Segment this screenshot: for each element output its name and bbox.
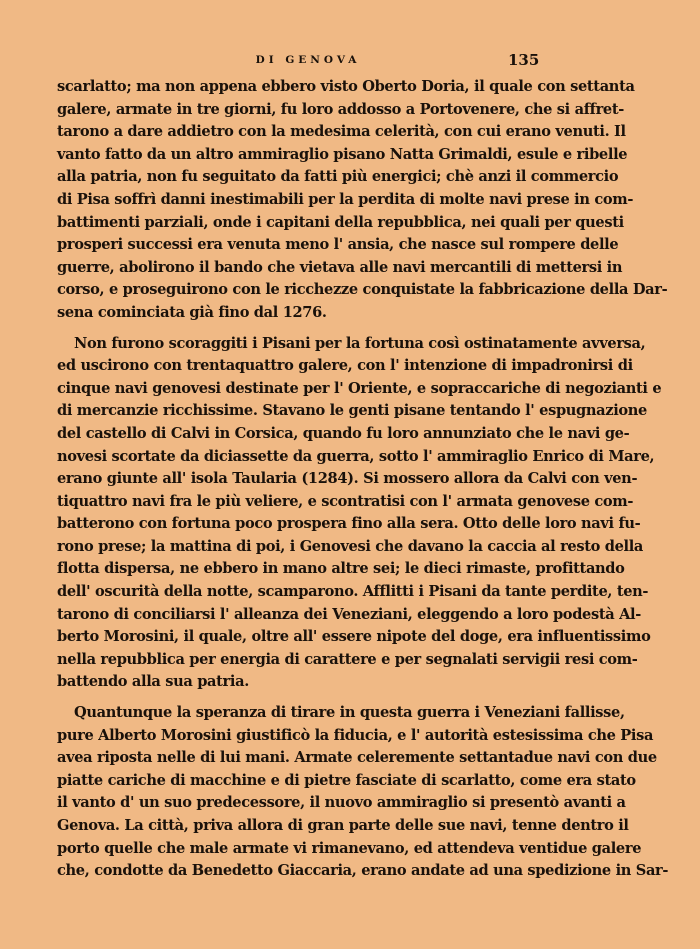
paragraph — [57, 76, 668, 325]
text-line: berto Morosini, il quale, oltre all' essere nipote del doge, era influentissimo — [57, 628, 651, 646]
text-line: di Pisa soffrì danni inestimabili per la perdita di molte navi prese in com- — [57, 190, 634, 208]
text-line: tiquattro navi fra le più veliere, e scontratisi con l' armata genovese com- — [57, 492, 634, 510]
text-line: batterono con fortuna poco prospera fino alla sera. Otto delle loro navi fu- — [57, 515, 641, 533]
text-line: dell' oscurità della notte, scamparono. Afflitti i Pisani da tante perdite, ten- — [57, 583, 649, 601]
text-line: ed uscirono con trentaquattro galere, con l' intenzione di impadronirsi di — [57, 357, 633, 375]
running-title: DI GENOVA — [255, 54, 361, 66]
text-line: flotta dispersa, ne ebbero in mano altre sei; le dieci rimaste, profittando — [57, 560, 625, 578]
text-line: corso, e proseguirono con le ricchezze conquistate la fabbricazione della Dar- — [57, 281, 668, 299]
paragraph — [57, 702, 669, 883]
text-line: rono prese; la mattina di poi, i Genovesi che davano la caccia al resto della — [57, 537, 644, 555]
paragraph-gap — [57, 325, 556, 333]
paragraph-gap — [57, 694, 556, 702]
text-line: tarono a dare addietro con la medesima celerità, con cui erano venuti. Il — [57, 123, 626, 141]
text-line: Non furono scoraggiti i Pisani per la fortuna così ostinatamente avversa, — [74, 334, 646, 352]
text-line: scarlatto; ma non appena ebbero visto Oberto Doria, il quale con settanta — [57, 78, 635, 95]
text-line: del castello di Calvi in Corsica, quando fu loro annunziato che le navi ge- — [57, 424, 630, 442]
text-line: porto quelle che male armate vi rimanevano, ed attendeva ventidue galere — [57, 839, 642, 857]
text-line: guerre, abolirono il bando che vietava alle navi mercantili di mettersi in — [57, 258, 623, 276]
text-line: erano giunte all' isola Taularia (1284). Si mossero allora da Calvi con ven- — [57, 470, 638, 488]
text-line: Quantunque la speranza di tirare in questa guerra i Veneziani fallisse, — [74, 704, 625, 722]
text-line: battendo alla sua patria. — [57, 673, 249, 691]
text-line: vanto fatto da un altro ammiraglio pisano Natta Grimaldi, esule e ribelle — [57, 145, 628, 163]
text-line: cinque navi genovesi destinate per l' Oriente, e sopraccariche di negozianti e — [57, 379, 662, 397]
text-line: sena cominciata già fino dal 1276. — [57, 303, 327, 321]
page-number: 135 — [508, 51, 540, 69]
text-line: nella repubblica per energia di carattere e per segnalati servigii resi com- — [57, 650, 638, 668]
text-line: pure Alberto Morosini giustificò la fiducia, e l' autorità estesissima che Pisa — [57, 726, 654, 744]
text-line: di mercanzie ricchissime. Stavano le genti pisane tentando l' espugnazione — [57, 402, 647, 420]
text-line: Genova. La città, priva allora di gran parte delle sue navi, tenne dentro il — [57, 817, 629, 834]
text-line: novesi scortate da diciassette da guerra, sotto l' ammiraglio Enrico di Mare, — [57, 447, 655, 465]
text-line: piatte cariche di macchine e di pietre fasciate di scarlatto, come era stato — [57, 771, 636, 789]
text-line: avea riposta nelle di lui mani. Armate celeremente settantadue navi con due — [57, 749, 657, 767]
paragraph — [57, 333, 662, 695]
text-line: battimenti parziali, onde i capitani della repubblica, nei quali per questi — [57, 213, 624, 231]
body-text — [57, 76, 669, 883]
text-line: alla patria, non fu seguitato da fatti più energici; chè anzi il commercio — [57, 168, 619, 186]
text-line: prosperi successi era venuta meno l' ansia, che nasce sul rompere delle — [57, 236, 619, 254]
text-line: il vanto d' un suo predecessore, il nuovo ammiraglio si presentò avanti a — [57, 794, 626, 812]
text-line: che, condotte da Benedetto Giaccaria, erano andate ad una spedizione in Sar- — [57, 862, 669, 880]
text-line: galere, armate in tre giorni, fu loro addosso a Portovenere, che si affret- — [57, 100, 624, 118]
text-line: tarono di conciliarsi l' alleanza dei Veneziani, eleggendo a loro podestà Al- — [57, 605, 641, 623]
running-head — [0, 50, 700, 70]
